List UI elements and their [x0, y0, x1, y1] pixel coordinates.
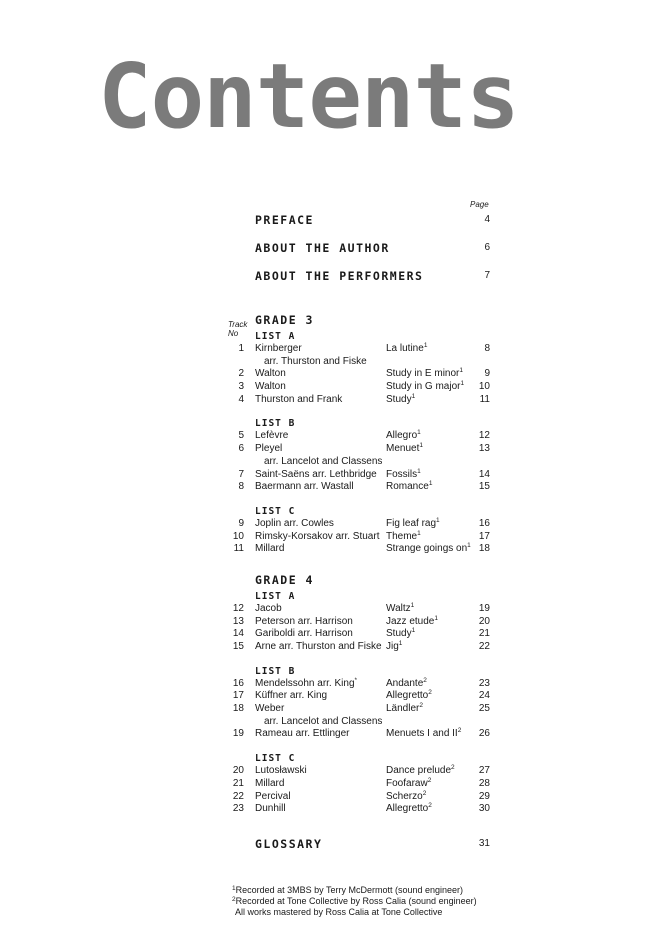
- piece-title: [386, 394, 415, 407]
- composer-name: Lefèvre: [255, 430, 289, 442]
- page-number: 11: [479, 393, 490, 405]
- composer: [255, 469, 377, 482]
- track-number: 13: [232, 615, 244, 627]
- page-number: 25: [478, 703, 490, 715]
- piece-title: [386, 481, 432, 494]
- composer-name: Walton: [255, 381, 286, 393]
- table-row[interactable]: [228, 381, 490, 394]
- list-label: LIST A: [255, 331, 296, 342]
- track-number: 19: [232, 728, 244, 740]
- piece-title: [386, 641, 402, 654]
- spacer: [228, 494, 490, 505]
- composer-name: Millard: [255, 777, 285, 789]
- track-number: 16: [232, 677, 244, 689]
- page-number: 18: [478, 543, 490, 555]
- table-row[interactable]: [228, 803, 490, 816]
- footnote-text: All works mastered by Ross Calia at Tone Collective: [235, 907, 443, 917]
- track-number: 11: [233, 543, 244, 555]
- spacer: [228, 654, 490, 665]
- footnote-mark: 1: [436, 516, 440, 524]
- table-row[interactable]: [228, 616, 490, 629]
- footnote-mark: 1: [417, 429, 421, 437]
- page-number: 10: [478, 381, 490, 393]
- composer-name: Rameau arr. Ettlinger: [255, 728, 350, 740]
- page-number: 27: [478, 765, 490, 777]
- composer: [255, 791, 291, 804]
- table-row[interactable]: [228, 443, 490, 456]
- grade-heading: [228, 572, 490, 590]
- composer: [255, 381, 286, 394]
- piece-title: [386, 603, 414, 616]
- track-number: 1: [238, 343, 244, 354]
- table-row[interactable]: [228, 703, 490, 716]
- page-number: 4: [484, 214, 490, 225]
- list-label: LIST C: [255, 505, 296, 517]
- page-number: 24: [478, 690, 490, 702]
- piece-title-text: Study in G major: [386, 381, 461, 393]
- track-number: 8: [238, 481, 244, 493]
- table-of-contents: [228, 212, 490, 854]
- piece-title-text: Menuet: [386, 443, 420, 455]
- glossary-label: GLOSSARY: [255, 836, 323, 851]
- piece-title-text: Scherzo: [386, 790, 423, 802]
- composer: [255, 543, 284, 556]
- piece-title: [386, 443, 423, 456]
- track-number: 2: [238, 368, 244, 380]
- composer: [255, 481, 354, 494]
- footnote-mark: 2: [427, 776, 432, 784]
- grade-label: GRADE 4: [255, 572, 314, 587]
- footnote-mark: 1: [232, 885, 236, 892]
- table-row[interactable]: [228, 778, 490, 791]
- composer-name: Arne arr. Thurston and Fiske: [255, 641, 382, 652]
- composer-name: Küffner arr. King: [255, 690, 328, 702]
- page-number: 30: [478, 803, 490, 815]
- composer-name: Thurston and Frank: [255, 393, 343, 405]
- composer-name: Percival: [255, 790, 291, 802]
- composer: [255, 765, 307, 778]
- composer-name: Lutosławski: [255, 765, 307, 777]
- piece-title: [386, 765, 455, 778]
- footnote-mark: 2: [422, 789, 427, 797]
- composer-name: Peterson arr. Harrison: [255, 615, 353, 627]
- footnotes: [232, 885, 477, 918]
- footnote-mark: 1: [467, 542, 471, 550]
- list-heading: [228, 590, 490, 603]
- piece-title-text: Fossils: [386, 468, 418, 480]
- toc-entry-heading[interactable]: [228, 212, 490, 240]
- page-number: 29: [478, 790, 490, 802]
- footnote-mark: *: [354, 676, 358, 684]
- page-number: 9: [484, 368, 490, 380]
- table-row[interactable]: [228, 430, 490, 443]
- table-row[interactable]: [228, 518, 490, 531]
- composer: [255, 531, 379, 544]
- piece-title: [386, 678, 427, 691]
- page-number: 21: [478, 628, 490, 640]
- footnote: [232, 885, 477, 896]
- list-heading: [228, 665, 490, 678]
- list-label: LIST C: [255, 753, 296, 765]
- track-label-line: No: [228, 329, 239, 338]
- composer-name: Weber: [255, 703, 285, 715]
- track-number-label: [228, 320, 247, 338]
- grade-label: GRADE 3: [255, 313, 314, 327]
- table-row[interactable]: [228, 394, 490, 407]
- footnote-mark: 1: [398, 640, 403, 647]
- grade-heading: [228, 312, 490, 330]
- composer-name: Walton: [255, 368, 286, 380]
- piece-title-text: Allegro: [386, 430, 418, 442]
- footnote-mark: 2: [419, 702, 423, 710]
- piece-title-text: Allegretto: [386, 690, 429, 702]
- piece-title: [386, 543, 471, 556]
- entry-label: ABOUT THE PERFORMERS: [255, 269, 424, 283]
- composer: [255, 628, 353, 641]
- footnote-mark: 2: [428, 689, 432, 697]
- entry-label: PREFACE: [255, 213, 314, 227]
- composer: [255, 518, 334, 531]
- arranger: arr. Thurston and Fiske: [264, 355, 367, 367]
- page-number: 20: [478, 615, 490, 627]
- footnote-mark: 1: [417, 529, 421, 537]
- footnote-mark: 2: [451, 764, 455, 772]
- composer-name: Jacob: [255, 602, 282, 614]
- table-row[interactable]: [228, 481, 490, 494]
- piece-title-text: Foofaraw: [386, 777, 428, 789]
- footnote-text: Recorded at Tone Collective by Ross Calia (sound engineer): [235, 896, 477, 906]
- piece-title-text: Menuets I and II: [386, 728, 458, 740]
- table-row[interactable]: [228, 791, 490, 804]
- track-number: 10: [232, 530, 244, 542]
- footnote-mark: 1: [417, 467, 421, 475]
- piece-title-text: Andante: [386, 677, 424, 689]
- composer: [255, 603, 282, 616]
- track-number: 18: [232, 703, 244, 715]
- table-row[interactable]: [228, 543, 490, 556]
- footnote-text: Recorded at 3MBS by Terry McDermott (sound engineer): [235, 885, 464, 895]
- spacer: [228, 741, 490, 752]
- piece-title: [386, 703, 423, 716]
- footnote-mark: 1: [434, 614, 438, 622]
- page-number: 8: [484, 343, 490, 354]
- table-row[interactable]: [228, 641, 490, 654]
- track-number: 17: [232, 690, 244, 702]
- piece-title-text: Jig: [386, 641, 399, 652]
- composer: [255, 430, 288, 443]
- track-number: 23: [232, 803, 244, 815]
- footnote-mark: 1: [459, 367, 463, 375]
- composer-name: Kirnberger: [255, 343, 302, 354]
- piece-title-text: Dance prelude: [386, 765, 452, 777]
- piece-title: [386, 430, 421, 443]
- page-number: 31: [478, 837, 490, 849]
- footnote-mark: 2: [232, 896, 236, 903]
- track-number: 9: [238, 517, 244, 529]
- track-number: 4: [238, 393, 244, 405]
- composer: [255, 728, 350, 741]
- list-heading: [228, 505, 490, 518]
- footnote-mark: 2: [428, 802, 432, 810]
- table-row[interactable]: [228, 678, 490, 691]
- page-number: 15: [478, 481, 490, 493]
- page-number: 28: [478, 777, 490, 789]
- track-number: 15: [232, 641, 244, 652]
- piece-title-text: Ländler: [386, 703, 420, 715]
- list-label: LIST B: [255, 418, 296, 430]
- footnote-mark: 1: [419, 442, 423, 450]
- table-row[interactable]: [228, 628, 490, 641]
- entry-label: ABOUT THE AUTHOR: [255, 241, 390, 255]
- composer: [255, 343, 302, 356]
- composer-name: Saint-Saëns arr. Lethbridge: [255, 468, 377, 480]
- table-row[interactable]: [228, 603, 490, 616]
- footnote-mark: 1: [411, 392, 416, 400]
- piece-title: [386, 368, 463, 381]
- footnote-mark: 1: [428, 480, 433, 488]
- piece-title-text: Theme: [386, 530, 418, 542]
- list-label: LIST B: [255, 665, 296, 677]
- composer-name: Dunhill: [255, 803, 286, 815]
- track-number: 5: [238, 430, 244, 442]
- piece-title: [386, 803, 432, 816]
- piece-title: [386, 381, 464, 394]
- piece-title-text: Strange goings on: [386, 543, 468, 555]
- table-row[interactable]: [228, 690, 490, 703]
- track-number: 12: [232, 602, 244, 614]
- track-number: 21: [232, 777, 244, 789]
- piece-title: [386, 728, 461, 741]
- page-number: 16: [478, 517, 490, 529]
- list-heading: [228, 417, 490, 430]
- track-number: 7: [238, 468, 244, 480]
- glossary-entry[interactable]: [228, 836, 490, 854]
- page-number: 7: [484, 270, 490, 281]
- piece-title: [386, 791, 426, 804]
- spacer: [228, 406, 490, 417]
- table-row[interactable]: [228, 368, 490, 381]
- composer: [255, 443, 282, 456]
- piece-title-text: Study: [386, 393, 412, 405]
- footnote-mark: 1: [410, 601, 415, 609]
- piece-title: [386, 469, 421, 482]
- page-column-label: Page: [470, 200, 489, 209]
- piece-title: [386, 690, 432, 703]
- composer-name: Baermann arr. Wastall: [255, 481, 354, 493]
- toc-entry-heading[interactable]: [228, 268, 490, 296]
- page-number: 17: [478, 530, 490, 542]
- composer: [255, 616, 353, 629]
- composer-name: Pleyel: [255, 443, 283, 455]
- footnote: [232, 896, 477, 907]
- composer-name: Mendelssohn arr. King: [255, 677, 355, 689]
- track-label-line: Track: [228, 320, 248, 329]
- composer: [255, 690, 327, 703]
- piece-title-text: Study: [386, 628, 412, 640]
- table-row[interactable]: [228, 343, 490, 356]
- composer: [255, 778, 284, 791]
- composer-name: Joplin arr. Cowles: [255, 517, 334, 529]
- table-row[interactable]: [228, 765, 490, 778]
- page-number: 23: [478, 677, 490, 689]
- footnote: [232, 907, 477, 918]
- piece-title-text: Waltz: [386, 602, 411, 614]
- track-number: 14: [232, 628, 244, 640]
- piece-title: [386, 518, 440, 531]
- toc-entry-heading[interactable]: [228, 240, 490, 268]
- composer-name: Rimsky-Korsakov arr. Stuart: [255, 530, 380, 542]
- page-number: 6: [484, 242, 490, 253]
- composer: [255, 394, 342, 407]
- composer: [255, 703, 284, 716]
- composer: [255, 368, 286, 381]
- page-number: 12: [478, 430, 490, 442]
- page-number: 19: [478, 602, 490, 614]
- track-number: 3: [238, 381, 244, 393]
- piece-title-text: Jazz etude: [386, 615, 435, 627]
- footnote-mark: 2: [423, 676, 427, 684]
- table-row[interactable]: [228, 728, 490, 741]
- table-row[interactable]: [228, 469, 490, 482]
- piece-title-text: La lutine: [386, 343, 424, 354]
- list-label: LIST A: [255, 590, 296, 602]
- piece-title: [386, 343, 427, 356]
- arranger: arr. Lancelot and Classens: [264, 715, 383, 727]
- page-title: Contents: [98, 44, 519, 148]
- composer: [255, 641, 382, 654]
- footnote-mark: 1: [411, 627, 416, 635]
- page-number: 26: [478, 728, 490, 740]
- composer-name: Gariboldi arr. Harrison: [255, 628, 353, 640]
- track-number: 6: [238, 443, 244, 455]
- arranger: arr. Lancelot and Classens: [264, 455, 383, 467]
- piece-title-text: Study in E minor: [386, 368, 460, 380]
- track-number: 20: [232, 765, 244, 777]
- piece-title-text: Romance: [386, 481, 429, 493]
- footnote-mark: 1: [460, 380, 465, 388]
- composer-name: Millard: [255, 543, 285, 555]
- page-number: 22: [478, 641, 490, 652]
- footnote-mark: 2: [457, 727, 462, 735]
- page-number: 13: [478, 443, 490, 455]
- composer: [255, 678, 357, 691]
- piece-title-text: Fig leaf rag: [386, 517, 437, 529]
- page-number: 14: [478, 468, 490, 480]
- table-row[interactable]: [228, 531, 490, 544]
- footnote-mark: 1: [423, 342, 428, 349]
- track-number: 22: [232, 790, 244, 802]
- piece-title: [386, 531, 421, 544]
- piece-title-text: Allegretto: [386, 803, 429, 815]
- composer: [255, 803, 286, 816]
